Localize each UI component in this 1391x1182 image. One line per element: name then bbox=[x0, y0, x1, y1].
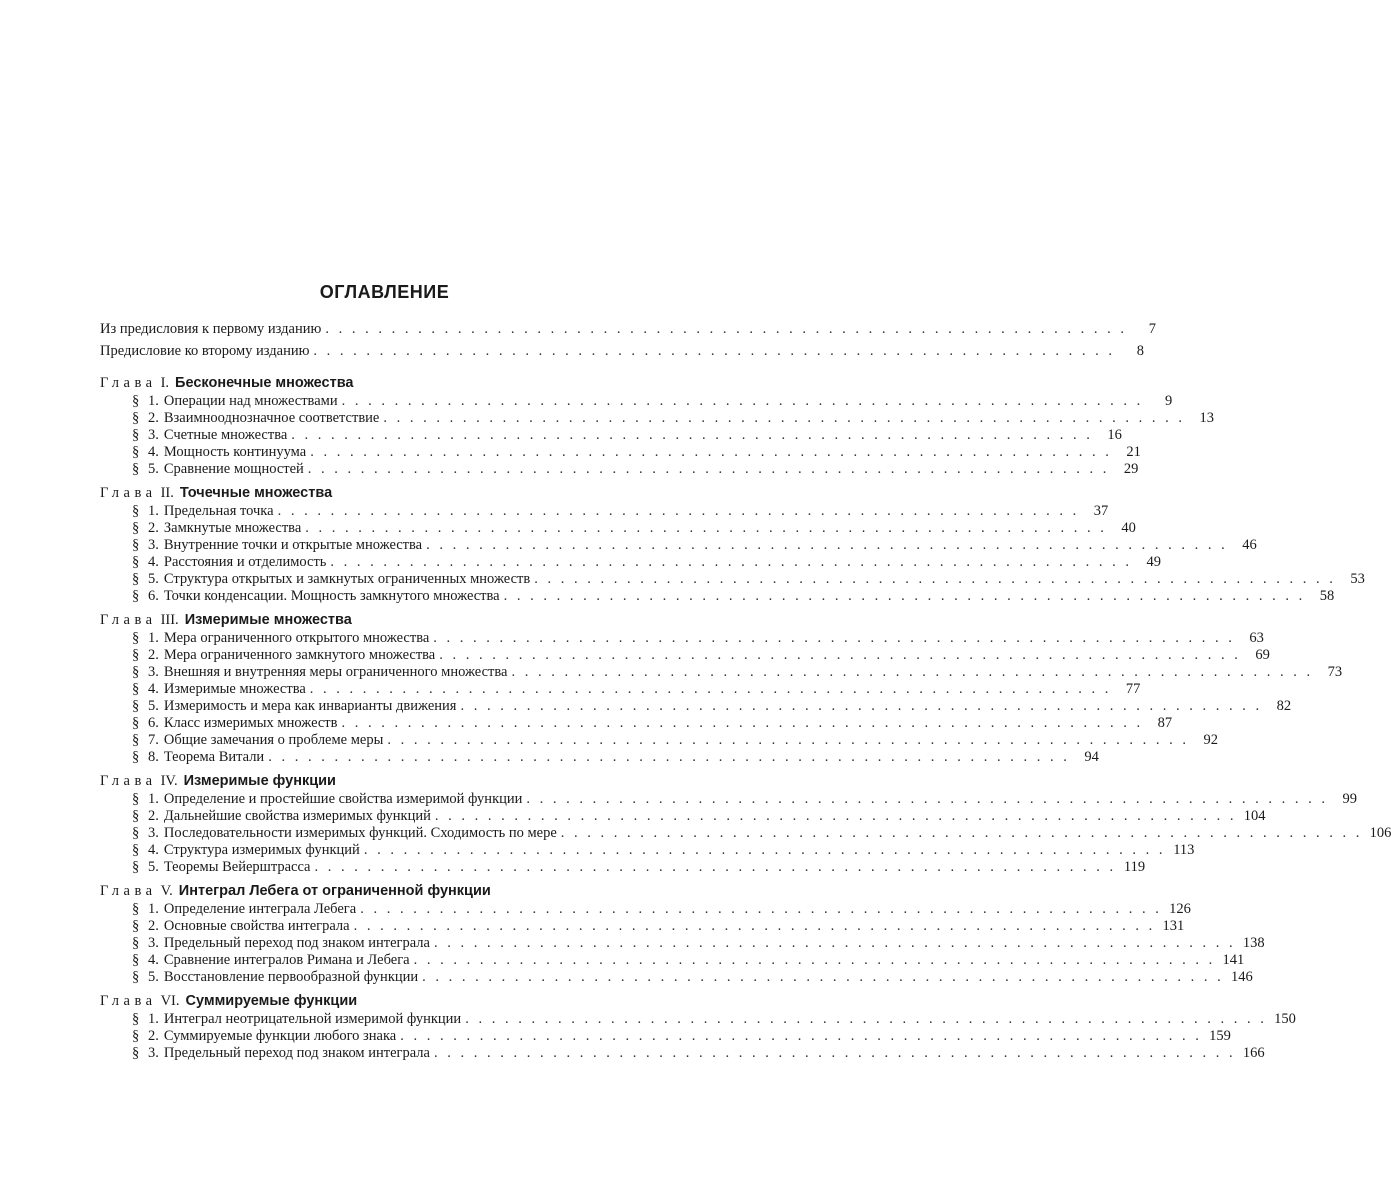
toc-section-entry bbox=[100, 808, 1266, 825]
section-label: Предельная точка bbox=[163, 503, 274, 519]
section-number: 4. bbox=[148, 444, 159, 460]
chapter-number: V. bbox=[160, 883, 173, 899]
section-page: 53 bbox=[1350, 571, 1365, 587]
section-number: 1. bbox=[148, 791, 159, 807]
section-symbol: § bbox=[132, 393, 140, 409]
chapter-number: IV. bbox=[160, 773, 178, 789]
toc-entry-preface-first bbox=[100, 318, 1156, 340]
section-number: 1. bbox=[148, 901, 159, 917]
leader-dots bbox=[439, 647, 1238, 664]
section-label: Последовательности измеримых функций. Сходимость по мере bbox=[163, 825, 557, 841]
section-page: 166 bbox=[1242, 1045, 1265, 1061]
section-symbol: § bbox=[132, 698, 140, 714]
section-page: 9 bbox=[1164, 393, 1173, 409]
toc-section-entry bbox=[100, 952, 1245, 969]
section-label: Расстояния и отделимость bbox=[163, 554, 327, 570]
section-number: 4. bbox=[148, 842, 159, 858]
chapter-heading bbox=[100, 881, 690, 901]
section-number: 1. bbox=[148, 503, 159, 519]
entry-page: 7 bbox=[1148, 321, 1156, 337]
entry-label: Предисловие ко второму изданию bbox=[100, 343, 310, 359]
section-page: 46 bbox=[1242, 537, 1257, 553]
section-symbol: § bbox=[132, 749, 140, 765]
chapter-title: Точечные множества bbox=[179, 485, 333, 501]
toc-section-entry bbox=[100, 918, 1185, 935]
chapter-heading bbox=[100, 483, 690, 503]
leader-dots bbox=[433, 630, 1232, 647]
section-number: 3. bbox=[148, 664, 159, 680]
section-page: 131 bbox=[1162, 918, 1185, 934]
leader-dots bbox=[341, 715, 1140, 732]
section-label: Структура открытых и замкнутых ограниченных множеств bbox=[163, 571, 531, 587]
section-symbol: § bbox=[132, 1045, 140, 1061]
toc-section-entry bbox=[100, 901, 1191, 918]
chapter-number: III. bbox=[160, 612, 179, 628]
section-label: Мера ограниченного открытого множества bbox=[163, 630, 430, 646]
chapter-heading bbox=[100, 610, 690, 630]
section-symbol: § bbox=[132, 825, 140, 841]
section-page: 73 bbox=[1327, 664, 1343, 680]
toc-section-entry bbox=[100, 647, 1270, 664]
section-page: 99 bbox=[1342, 791, 1358, 807]
section-number: 1. bbox=[148, 1011, 159, 1027]
section-page: 138 bbox=[1242, 935, 1265, 951]
section-page: 37 bbox=[1093, 503, 1109, 519]
section-label: Определение и простейшие свойства измеримой функции bbox=[163, 791, 523, 807]
section-number: 2. bbox=[148, 647, 159, 663]
section-symbol: § bbox=[132, 918, 140, 934]
section-label: Предельный переход под знаком интеграла bbox=[163, 1045, 430, 1061]
section-number: 6. bbox=[148, 715, 159, 731]
section-page: 87 bbox=[1157, 715, 1173, 731]
entry-page: 8 bbox=[1136, 343, 1145, 359]
chapter-title: Измеримые функции bbox=[183, 773, 336, 789]
section-number: 5. bbox=[148, 859, 159, 875]
section-symbol: § bbox=[132, 410, 140, 426]
leader-dots bbox=[511, 664, 1310, 681]
chapter-title: Бесконечные множества bbox=[175, 375, 354, 391]
leader-dots bbox=[342, 393, 1141, 410]
section-label: Внешняя и внутренняя меры ограниченного множества bbox=[163, 664, 508, 680]
section-number: 1. bbox=[148, 630, 159, 646]
leader-dots bbox=[315, 859, 1114, 876]
leader-dots bbox=[354, 918, 1153, 935]
toc-section-entry bbox=[100, 1045, 1265, 1062]
chapters-list bbox=[100, 373, 1391, 1062]
toc-section-entry bbox=[100, 698, 1292, 715]
section-page: 106 bbox=[1369, 825, 1391, 841]
section-label: Интеграл неотрицательной измеримой функции bbox=[163, 1011, 462, 1027]
section-number: 5. bbox=[148, 698, 159, 714]
leader-dots bbox=[313, 340, 1112, 362]
chapter-title: Измеримые множества bbox=[184, 612, 352, 628]
section-label: Мощность континуума bbox=[163, 444, 307, 460]
section-number: 8. bbox=[148, 749, 159, 765]
toc-section-entry bbox=[100, 664, 1343, 681]
chapter-number: I. bbox=[160, 375, 170, 391]
section-label: Дальнейшие свойства измеримых функций bbox=[163, 808, 431, 824]
toc-section-entry bbox=[100, 588, 1335, 605]
leader-dots bbox=[268, 749, 1067, 766]
section-page: 119 bbox=[1123, 859, 1146, 875]
leader-dots bbox=[310, 444, 1109, 461]
section-label: Внутренние точки и открытые множества bbox=[163, 537, 423, 553]
leader-dots bbox=[278, 503, 1077, 520]
section-symbol: § bbox=[132, 952, 140, 968]
chapter-word: Глава bbox=[100, 883, 157, 899]
leader-dots bbox=[422, 969, 1221, 986]
leader-dots bbox=[561, 825, 1360, 842]
section-label: Измеримые множества bbox=[163, 681, 306, 697]
chapter-title: Интеграл Лебега от ограниченной функции bbox=[178, 883, 491, 899]
section-number: 4. bbox=[148, 681, 159, 697]
toc-section-entry bbox=[100, 969, 1253, 986]
section-symbol: § bbox=[132, 444, 140, 460]
section-symbol: § bbox=[132, 554, 140, 570]
section-number: 2. bbox=[148, 1028, 159, 1044]
page-title: ОГЛАВЛЕНИЕ bbox=[319, 282, 450, 302]
toc-section-entry bbox=[100, 410, 1214, 427]
section-symbol: § bbox=[132, 808, 140, 824]
section-symbol: § bbox=[132, 859, 140, 875]
section-page: 141 bbox=[1222, 952, 1245, 968]
section-symbol: § bbox=[132, 935, 140, 951]
toc-section-entry bbox=[100, 749, 1099, 766]
section-symbol: § bbox=[132, 647, 140, 663]
leader-dots bbox=[434, 935, 1233, 952]
toc-section-entry bbox=[100, 681, 1141, 698]
chapter-number: VI. bbox=[160, 993, 180, 1009]
chapter-word: Глава bbox=[100, 375, 157, 391]
leader-dots bbox=[308, 461, 1107, 478]
leader-dots bbox=[465, 1011, 1264, 1028]
leader-dots bbox=[504, 588, 1303, 605]
chapter-title: Суммируемые функции bbox=[185, 993, 358, 1009]
toc-section-entry bbox=[100, 444, 1141, 461]
section-page: 16 bbox=[1107, 427, 1122, 443]
section-symbol: § bbox=[132, 842, 140, 858]
section-page: 77 bbox=[1125, 681, 1141, 697]
leader-dots bbox=[364, 842, 1163, 859]
section-number: 2. bbox=[148, 808, 159, 824]
section-symbol: § bbox=[132, 588, 140, 604]
section-page: 13 bbox=[1199, 410, 1214, 426]
chapter-heading bbox=[100, 373, 690, 393]
section-number: 7. bbox=[148, 732, 159, 748]
section-label: Мера ограниченного замкнутого множества bbox=[163, 647, 436, 663]
section-label: Предельный переход под знаком интеграла bbox=[163, 935, 430, 951]
leader-dots bbox=[414, 952, 1213, 969]
section-label: Класс измеримых множеств bbox=[163, 715, 338, 731]
section-label: Взаимнооднозначное соответствие bbox=[163, 410, 380, 426]
section-label: Замкнутые множества bbox=[163, 520, 302, 536]
section-page: 92 bbox=[1203, 732, 1218, 748]
section-page: 82 bbox=[1276, 698, 1292, 714]
leader-dots bbox=[534, 571, 1333, 588]
toc-section-entry bbox=[100, 520, 1136, 537]
section-number: 1. bbox=[148, 393, 159, 409]
toc-section-entry bbox=[100, 554, 1162, 571]
chapter-word: Глава bbox=[100, 773, 157, 789]
leader-dots bbox=[426, 537, 1225, 554]
toc-section-entry bbox=[100, 732, 1218, 749]
toc-section-entry bbox=[100, 715, 1173, 732]
chapter-heading bbox=[100, 991, 690, 1011]
section-number: 5. bbox=[148, 461, 159, 477]
section-symbol: § bbox=[132, 427, 140, 443]
leader-dots bbox=[325, 318, 1124, 340]
entry-label: Из предисловия к первому изданию bbox=[100, 321, 322, 337]
section-label: Измеримость и мера как инварианты движения bbox=[163, 698, 457, 714]
section-page: 63 bbox=[1249, 630, 1264, 646]
leader-dots bbox=[460, 698, 1259, 715]
section-number: 2. bbox=[148, 918, 159, 934]
leader-dots bbox=[330, 554, 1129, 571]
leader-dots bbox=[387, 732, 1186, 749]
chapter-word: Глава bbox=[100, 485, 157, 501]
table-of-contents bbox=[100, 318, 1391, 1062]
section-page: 29 bbox=[1123, 461, 1139, 477]
section-symbol: § bbox=[132, 969, 140, 985]
section-symbol: § bbox=[132, 1011, 140, 1027]
section-symbol: § bbox=[132, 664, 140, 680]
section-page: 104 bbox=[1243, 808, 1266, 824]
section-symbol: § bbox=[132, 520, 140, 536]
toc-section-entry bbox=[100, 1011, 1296, 1028]
section-label: Счетные множества bbox=[163, 427, 288, 443]
section-number: 5. bbox=[148, 571, 159, 587]
section-label: Структура измеримых функций bbox=[163, 842, 360, 858]
section-number: 3. bbox=[148, 1045, 159, 1061]
toc-entry-preface-second bbox=[100, 340, 1145, 362]
section-number: 5. bbox=[148, 969, 159, 985]
section-number: 2. bbox=[148, 520, 159, 536]
chapter-heading bbox=[100, 771, 690, 791]
toc-section-entry bbox=[100, 859, 1146, 876]
section-symbol: § bbox=[132, 630, 140, 646]
section-symbol: § bbox=[132, 461, 140, 477]
section-symbol: § bbox=[132, 791, 140, 807]
toc-section-entry bbox=[100, 393, 1173, 410]
section-page: 69 bbox=[1255, 647, 1270, 663]
section-label: Основные свойства интеграла bbox=[163, 918, 350, 934]
chapter-word: Глава bbox=[100, 993, 157, 1009]
toc-section-entry bbox=[100, 461, 1139, 478]
leader-dots bbox=[360, 901, 1159, 918]
section-page: 126 bbox=[1169, 901, 1191, 917]
leader-dots bbox=[434, 1045, 1233, 1062]
section-symbol: § bbox=[132, 715, 140, 731]
section-symbol: § bbox=[132, 1028, 140, 1044]
section-symbol: § bbox=[132, 681, 140, 697]
section-label: Восстановление первообразной функции bbox=[163, 969, 419, 985]
section-label: Точки конденсации. Мощность замкнутого множества bbox=[163, 588, 500, 604]
section-number: 3. bbox=[148, 825, 159, 841]
section-page: 94 bbox=[1084, 749, 1099, 765]
leader-dots bbox=[435, 808, 1234, 825]
leader-dots bbox=[310, 681, 1109, 698]
section-symbol: § bbox=[132, 571, 140, 587]
section-number: 2. bbox=[148, 410, 159, 426]
section-label: Определение интеграла Лебега bbox=[163, 901, 357, 917]
toc-section-entry bbox=[100, 571, 1365, 588]
chapter-word: Глава bbox=[100, 612, 157, 628]
section-symbol: § bbox=[132, 503, 140, 519]
toc-section-entry bbox=[100, 791, 1358, 808]
section-symbol: § bbox=[132, 732, 140, 748]
leader-dots bbox=[383, 410, 1182, 427]
section-label: Сравнение мощностей bbox=[163, 461, 304, 477]
section-page: 159 bbox=[1209, 1028, 1231, 1044]
section-number: 3. bbox=[148, 537, 159, 553]
leader-dots bbox=[291, 427, 1090, 444]
section-number: 6. bbox=[148, 588, 159, 604]
toc-section-entry bbox=[100, 1028, 1231, 1045]
toc-section-entry bbox=[100, 537, 1257, 554]
section-page: 113 bbox=[1173, 842, 1195, 858]
section-symbol: § bbox=[132, 901, 140, 917]
section-label: Операции над множествами bbox=[163, 393, 338, 409]
leader-dots bbox=[400, 1028, 1199, 1045]
section-page: 146 bbox=[1231, 969, 1253, 985]
toc-section-entry bbox=[100, 935, 1265, 952]
section-page: 40 bbox=[1121, 520, 1136, 536]
leader-dots bbox=[526, 791, 1325, 808]
section-number: 3. bbox=[148, 427, 159, 443]
section-label: Общие замечания о проблеме меры bbox=[163, 732, 384, 748]
section-number: 4. bbox=[148, 952, 159, 968]
toc-section-entry bbox=[100, 842, 1195, 859]
section-number: 3. bbox=[148, 935, 159, 951]
section-page: 58 bbox=[1319, 588, 1335, 604]
section-symbol: § bbox=[132, 537, 140, 553]
section-label: Сравнение интегралов Римана и Лебега bbox=[163, 952, 410, 968]
section-number: 4. bbox=[148, 554, 159, 570]
toc-section-entry bbox=[100, 630, 1264, 647]
toc-section-entry bbox=[100, 503, 1109, 520]
chapter-number: II. bbox=[160, 485, 174, 501]
section-page: 21 bbox=[1126, 444, 1141, 460]
section-page: 150 bbox=[1274, 1011, 1296, 1027]
section-label: Суммируемые функции любого знака bbox=[163, 1028, 397, 1044]
section-label: Теорема Витали bbox=[163, 749, 265, 765]
toc-section-entry bbox=[100, 427, 1122, 444]
section-page: 49 bbox=[1146, 554, 1162, 570]
section-label: Теоремы Вейерштрасса bbox=[163, 859, 311, 875]
toc-section-entry bbox=[100, 825, 1391, 842]
leader-dots bbox=[305, 520, 1104, 537]
